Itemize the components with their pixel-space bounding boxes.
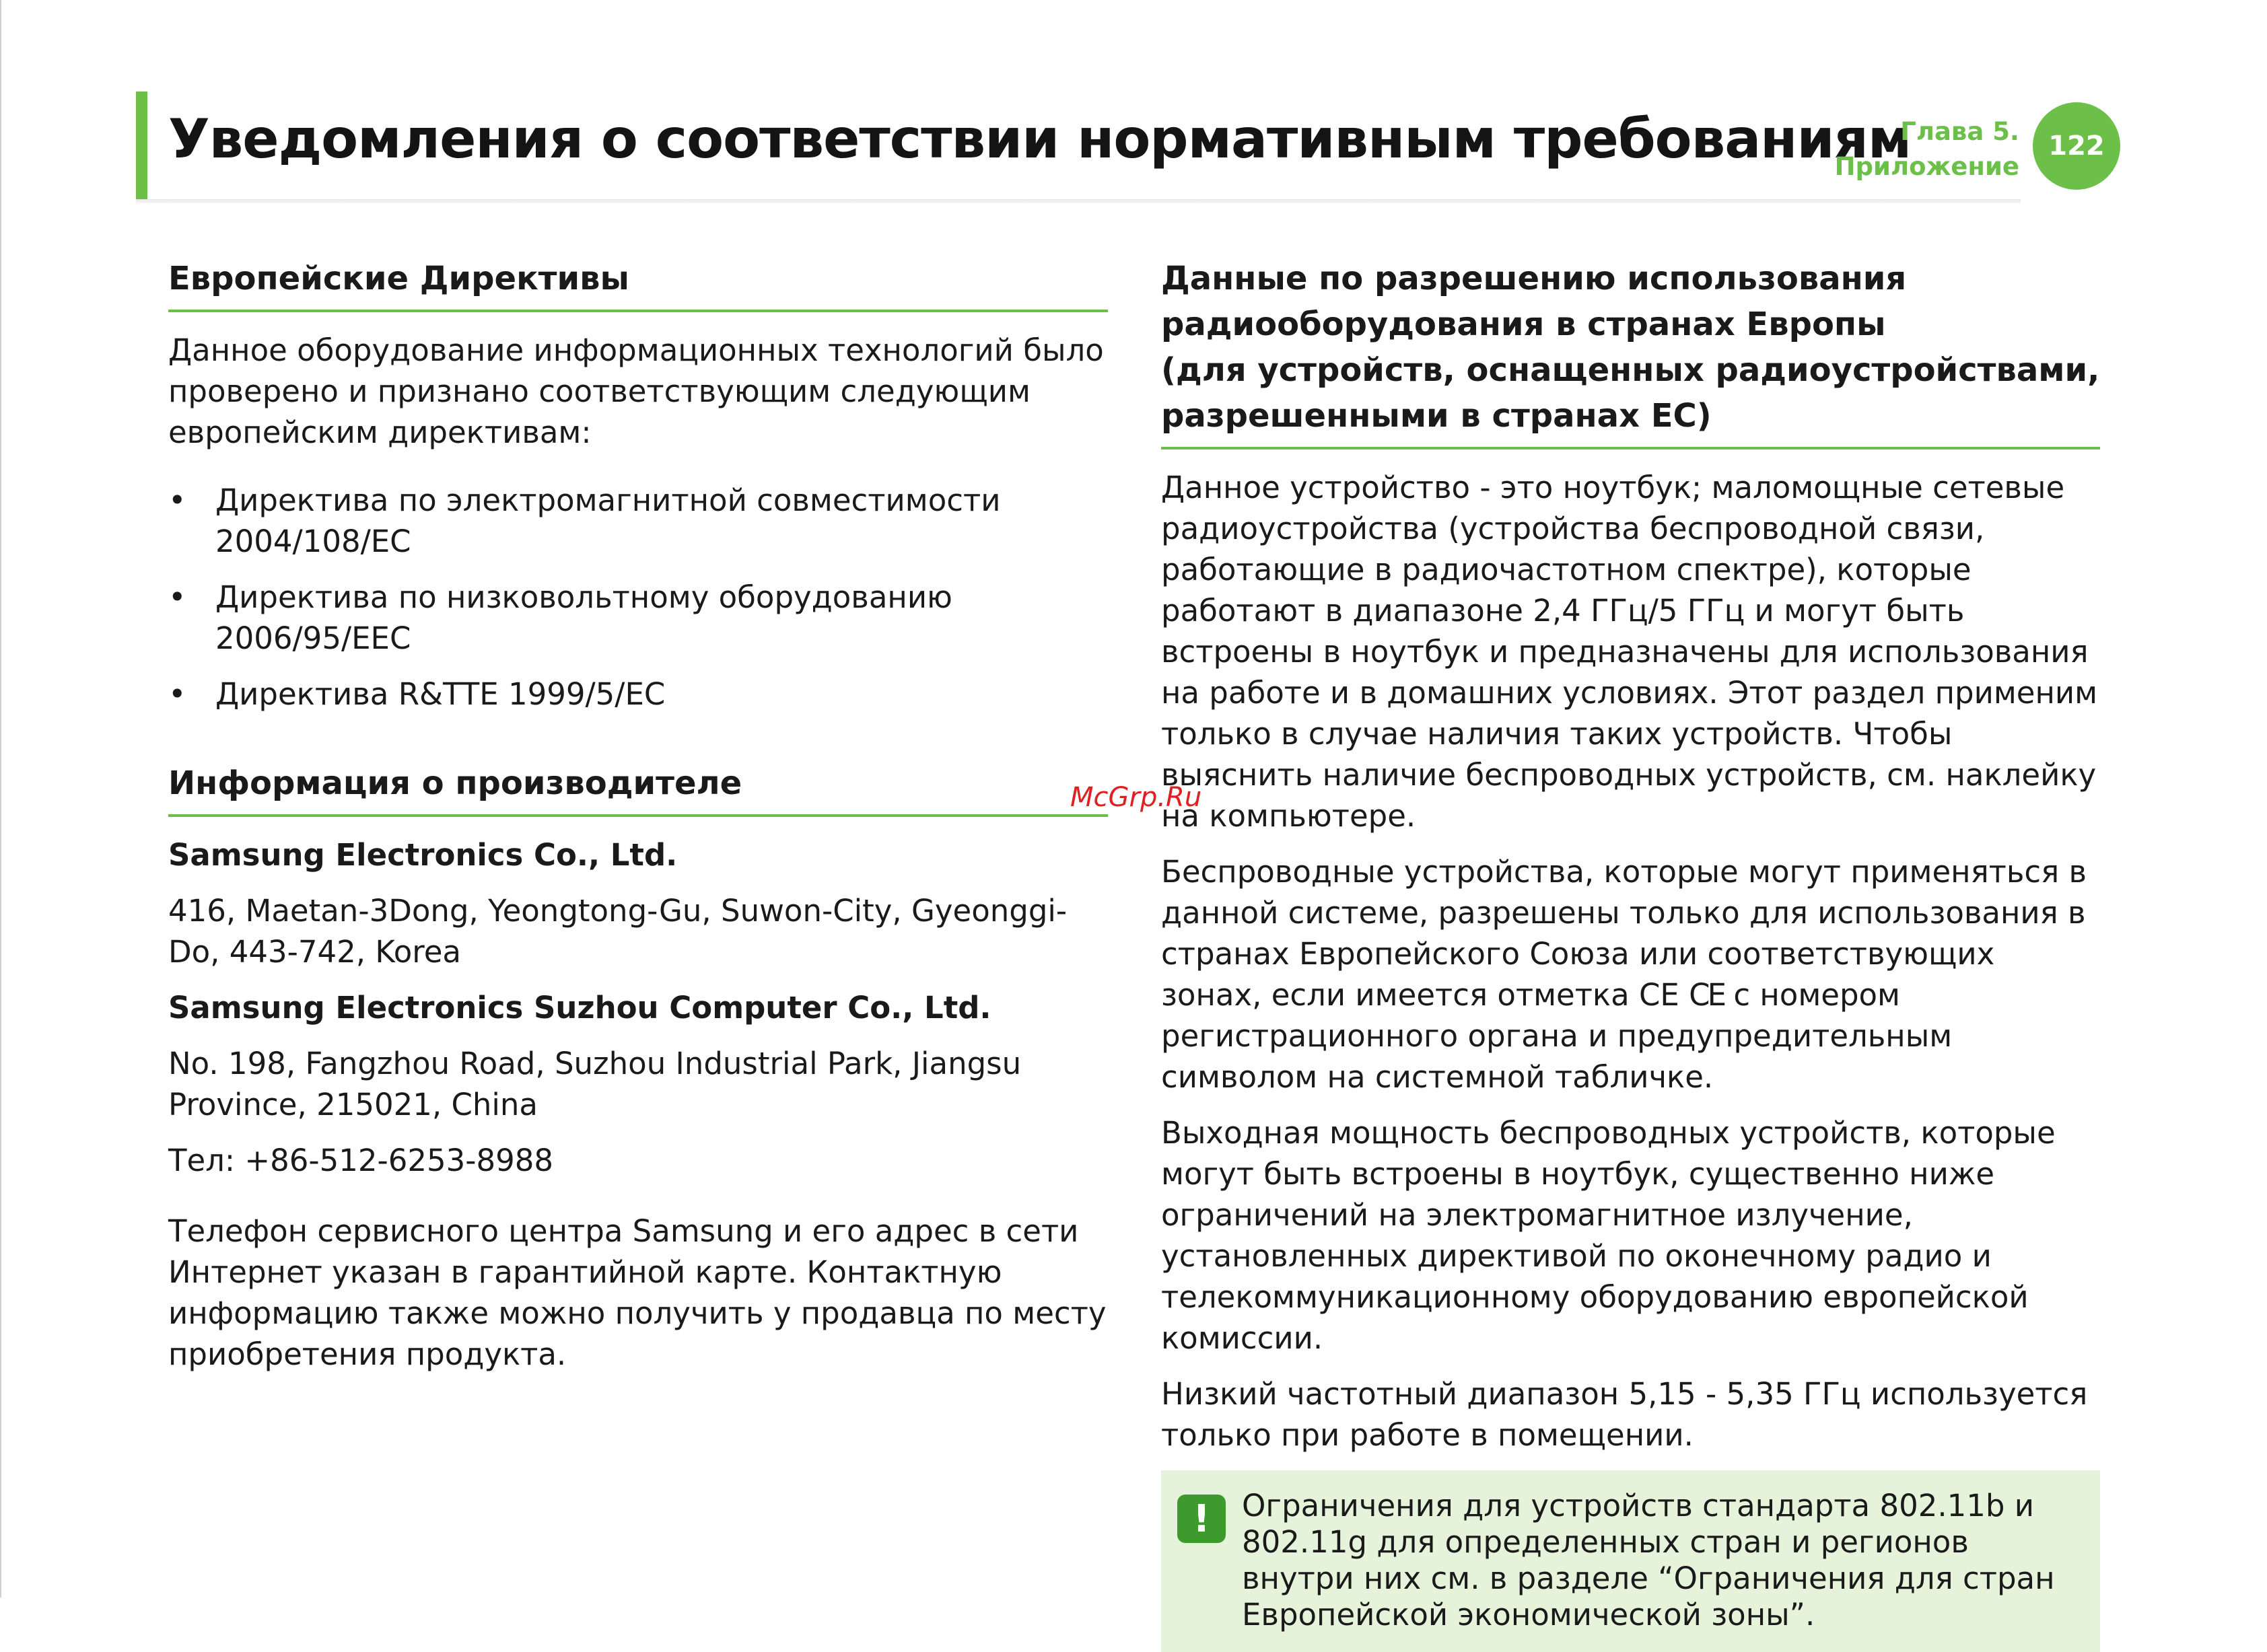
page-title: Уведомления о соответствии нормативным требованиям (168, 108, 1912, 170)
right-column (1161, 256, 2100, 1652)
chapter-label (1835, 114, 2019, 184)
radio-paragraph-2: Беспроводные устройства, которые могут применяться в данной системе, разрешены только для использования в странах Европейского Союза или соответствующих зонах, если имеется отметка CE CE с номером регистрационного органа и предупредительным символом на системной табличке. (1161, 854, 2087, 1095)
section-divider (168, 310, 1108, 312)
title-accent-bar (136, 92, 147, 199)
page-number-badge: 122 (2033, 102, 2120, 190)
section-heading-eu-directives: Европейские Директивы (168, 260, 629, 297)
company-phone: Тел: +86-512-6253-8988 (168, 1143, 554, 1178)
section-divider (1161, 447, 2100, 450)
section-divider (168, 814, 1108, 817)
section-heading-radio-approval: Данные по разрешению использования радиооборудования в странах Европы (для устройств, оснащенных радиоустройствами, разрешенными в странах ЕС) (1161, 260, 2100, 435)
radio-paragraph-4: Низкий частотный диапазон 5,15 - 5,35 ГГц используется только при работе в помещении. (1161, 1376, 2088, 1453)
section-heading-manufacturer: Информация о производителе (168, 764, 742, 802)
ce-mark-icon: CE (1689, 977, 1724, 1013)
note-text: Ограничения для устройств стандарта 802.11b и 802.11g для определенных стран и регионов внутри них см. в разделе “Ограничения для стран Европейской экономической зоны”. (1242, 1488, 2055, 1632)
chapter-name: Приложение (1834, 152, 2019, 181)
radio-paragraph-3: Выходная мощность беспроводных устройств, которые могут быть встроены в ноутбук, существенно ниже ограничений на электромагнитное излучение, установленных директивой по оконечному радио и телекоммуникационному оборудованию европейской комиссии. (1161, 1115, 2056, 1356)
watermark: McGrp.Ru (1070, 782, 1202, 813)
note-box (1161, 1470, 2100, 1652)
radio-paragraph-1: Данное устройство - это ноутбук; маломощные сетевые радиоустройства (устройства беспроводной связи, работающие в радиочастотном спектре), которые работают в диапазоне 2,4 ГГц/5 ГГц и могут быть встроены в ноутбук и предназначены для использования на работе и в домашних условиях. Этот раздел применим только в случае наличия таких устройств. Чтобы выяснить наличие беспроводных устройств, см. наклейку на компьютере. (1161, 470, 2098, 834)
list-item: • Директива R&TTE 1999/5/EC (168, 676, 666, 712)
manufacturer-section (168, 760, 1108, 1375)
directives-intro: Данное оборудование информационных технологий было проверено и признано соответствующим следующим европейским директивам: (168, 332, 1104, 450)
company-name-1: Samsung Electronics Co., Ltd. (168, 837, 678, 873)
list-item: • Директива по электромагнитной совместимости 2004/108/EC (168, 482, 1001, 559)
directives-list (168, 480, 1108, 715)
service-info: Телефон сервисного центра Samsung и его адрес в сети Интернет указан в гарантийной карте. Контактную информацию также можно получить у продавца по месту приобретения продукта. (168, 1213, 1107, 1372)
title-divider (136, 199, 2021, 203)
list-item: • Директива по низковольтному оборудованию 2006/95/EEC (168, 579, 952, 656)
exclamation-icon: ! (1177, 1495, 1226, 1543)
company-address-1: 416, Maetan-3Dong, Yeongtong-Gu, Suwon-City, Gyeonggi-Do, 443-742, Korea (168, 893, 1068, 970)
chapter-number: Глава 5. (1900, 117, 2019, 146)
left-column (168, 256, 1108, 1390)
company-address-2: No. 198, Fangzhou Road, Suzhou Industrial Park, Jiangsu Province, 215021, China (168, 1046, 1022, 1122)
company-name-2: Samsung Electronics Suzhou Computer Co., Ltd. (168, 990, 991, 1026)
